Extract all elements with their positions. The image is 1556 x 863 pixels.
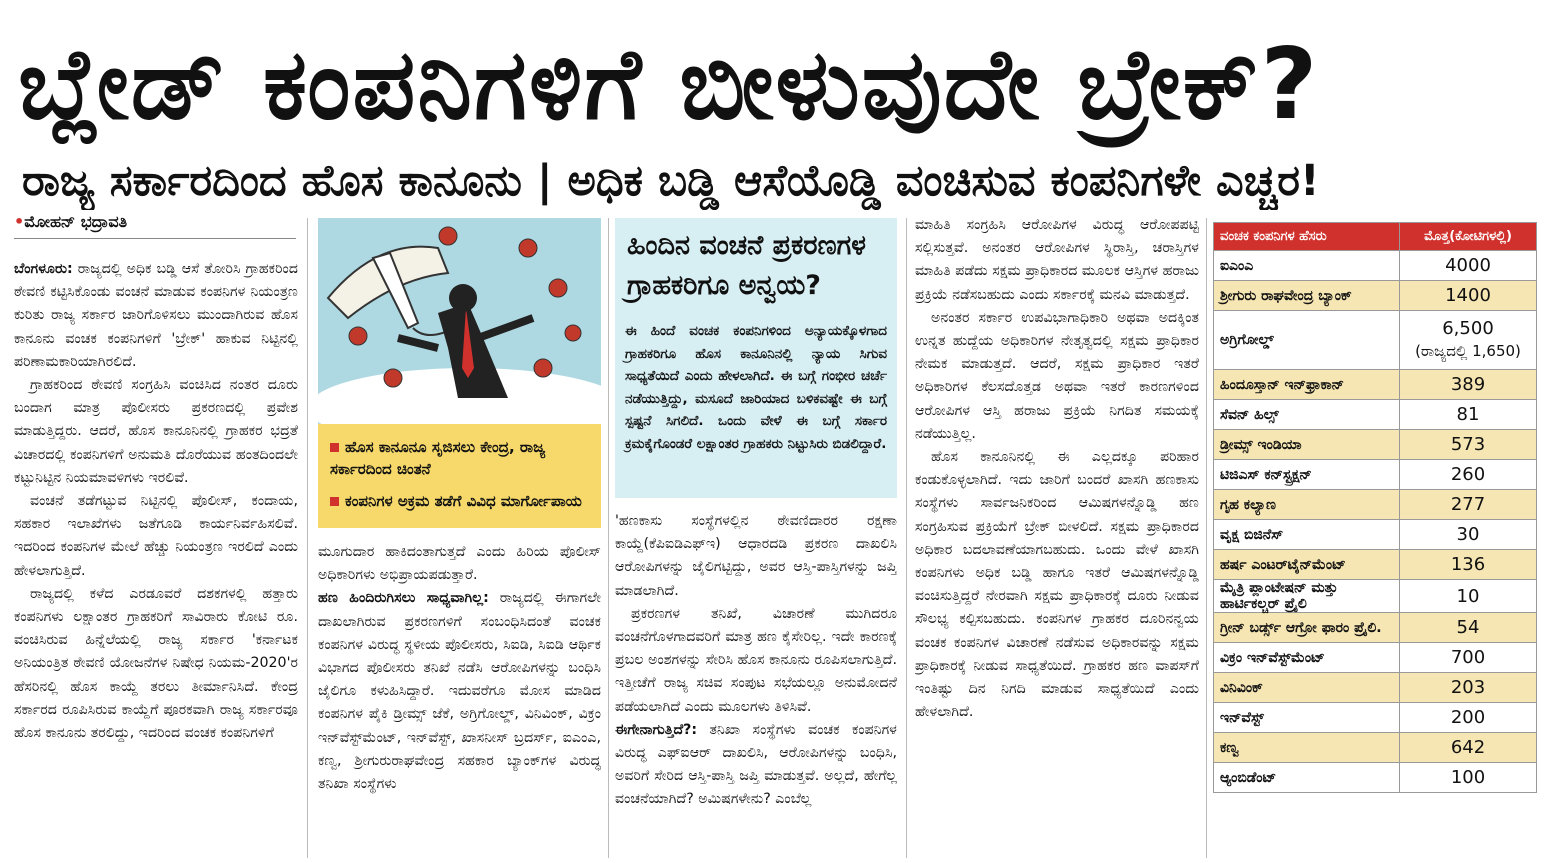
column-divider xyxy=(906,218,907,858)
paragraph xyxy=(318,587,601,796)
table-header-row xyxy=(1214,223,1537,251)
amount-cell: 389 xyxy=(1400,370,1537,400)
highlight-item xyxy=(330,436,592,480)
amount-cell xyxy=(1400,311,1537,370)
column-divider xyxy=(307,218,308,858)
amount-cell: 200 xyxy=(1400,703,1537,733)
highlights-box xyxy=(318,424,601,528)
company-name-cell: ಗೃಹ ಕಲ್ಯಾಣ xyxy=(1214,490,1400,520)
fraud-companies-table xyxy=(1213,222,1537,793)
amount-cell: 642 xyxy=(1400,733,1537,763)
table-row xyxy=(1214,520,1537,550)
table-row xyxy=(1214,370,1537,400)
company-name-cell: ಡ್ರೀಮ್ಸ್ ಇಂಡಿಯಾ xyxy=(1214,430,1400,460)
company-name-cell: ಐಎಂಎ xyxy=(1214,251,1400,281)
company-name-cell: ಇನ್‌ವೆಸ್ಟ್ xyxy=(1214,703,1400,733)
company-name-cell: ಟಿಜಿಎಸ್ ಕನ್‌ಸ್ಟ್ರಕ್ಷನ್ xyxy=(1214,460,1400,490)
square-bullet-icon xyxy=(330,497,339,506)
table-row xyxy=(1214,460,1537,490)
amount-value: 6,500 xyxy=(1442,318,1494,339)
paragraph-text: ರಾಜ್ಯದಲ್ಲಿ ಈಗಾಗಲೇ ದಾಖಲಾಗಿರುವ ಪ್ರಕರಣಗಳಿಗೆ ಸಂಬಂಧಿಸಿದಂತೆ ವಂಚಕ ಕಂಪನಿಗಳ ವಿರುದ್ಧ ಸ್ಥಳೀಯ ಪೊಲೀಸರು, ಸಿಐಡಿ, ಸಿಐಡಿ ಆರ್ಥಿಕ ವಿಭಾಗದ ಪೊಲೀಸರು ತನಿಖೆ ನಡೆಸಿ ಆರೋಪಿಗಳನ್ನು ಬಂಧಿಸಿ ಜೈಲಿಗೂ ಕಳುಹಿಸಿದ್ದಾರೆ. ಇದುವರೆಗೂ ಮೋಸ ಮಾಡಿದ ಕಂಪನಿಗಳ ಪೈಕಿ ಡ್ರೀಮ್ಸ್ ಜೆಕೆ, ಅಗ್ರಿಗೋಲ್ಡ್, ವಿನಿವಿಂಕ್, ವಿಕ್ರಂ ಇನ್‌ವೆಸ್ಟ್‌ಮೆಂಟ್, ಇನ್‌ವೆಸ್ಟ್, ಖಾಸನೀಸ್ ಬ್ರದರ್ಸ್, ಐಎಂಎ, ಕಣ್ವ, ಶ್ರೀಗುರುರಾಘವೇಂದ್ರ ಸಹಕಾರ ಬ್ಯಾಂಕ್‌ಗಳ ವಿರುದ್ಧ ತನಿಖಾ ಸಂಸ್ಥೆಗಳು xyxy=(318,590,601,793)
table-row xyxy=(1214,430,1537,460)
headline: ಬ್ಲೇಡ್ ಕಂಪನಿಗಳಿಗೆ ಬೀಳುವುದೇ ಬ್ರೇಕ್? xyxy=(18,28,1320,142)
table-row xyxy=(1214,550,1537,580)
company-name-cell: ಶ್ರೀಗುರು ರಾಘವೇಂದ್ರ ಬ್ಯಾಂಕ್ xyxy=(1214,281,1400,311)
bullet-icon: • xyxy=(14,212,25,231)
amount-cell: 30 xyxy=(1400,520,1537,550)
amount-note: (ರಾಜ್ಯದಲ್ಲಿ 1,650) xyxy=(1415,342,1521,360)
highlight-text: ಕಂಪನಿಗಳ ಅಕ್ರಮ ತಡೆಗೆ ವಿವಿಧ ಮಾರ್ಗೋಪಾಯ xyxy=(345,492,582,510)
paragraph: ವಂಚನೆ ತಡೆಗಟ್ಟುವ ನಿಟ್ಟಿನಲ್ಲಿ ಪೊಲೀಸ್, ಕಂದಾಯ, ಸಹಕಾರ ಇಲಾಖೆಗಳು ಜತೆಗೂಡಿ ಕಾರ್ಯನಿರ್ವಹಿಸಲಿವೆ. ಇದರಿಂದ ಕಂಪನಿಗಳ ಮೇಲೆ ಹೆಚ್ಚು ನಿಯಂತ್ರಣ ಇರಲಿದೆ ಎಂದು ಹೇಳಲಾಗುತ್ತಿದೆ. xyxy=(14,493,298,579)
amount-cell: 203 xyxy=(1400,673,1537,703)
article-column-2 xyxy=(318,541,601,861)
table-row xyxy=(1214,703,1537,733)
subheading: ಹಣ ಹಿಂದಿರುಗಿಸಲು ಸಾಧ್ಯವಾಗಿಲ್ಲ: xyxy=(318,590,489,607)
table-row xyxy=(1214,673,1537,703)
subheading: ಈಗೇನಾಗುತ್ತಿದೆ?: xyxy=(615,721,698,738)
illustration xyxy=(318,218,601,424)
amount-cell: 136 xyxy=(1400,550,1537,580)
dateline: ಬೆಂಗಳೂರು: xyxy=(14,261,73,277)
byline xyxy=(14,212,127,232)
table-row xyxy=(1214,490,1537,520)
header-company-name: ವಂಚಕ ಕಂಪನಿಗಳ ಹೆಸರು xyxy=(1214,223,1400,251)
subheadline: ರಾಜ್ಯ ಸರ್ಕಾರದಿಂದ ಹೊಸ ಕಾನೂನು | ಅಧಿಕ ಬಡ್ಡಿ ಆಸೆಯೊಡ್ಡಿ ವಂಚಿಸುವ ಕಂಪನಿಗಳೇ ಎಚ್ಚರ! xyxy=(22,156,1320,206)
amount-cell: 54 xyxy=(1400,613,1537,643)
amount-cell: 100 xyxy=(1400,763,1537,793)
sidebar-body: ಈ ಹಿಂದೆ ವಂಚಕ ಕಂಪನಿಗಳಿಂದ ಅನ್ಯಾಯಕ್ಕೊಳಗಾದ ಗ್ರಾಹಕರಿಗೂ ಹೊಸ ಕಾನೂನಿನಲ್ಲಿ ನ್ಯಾಯ ಸಿಗುವ ಸಾಧ್ಯತೆಯಿದೆ ಎಂದು ಹೇಳಲಾಗಿದೆ. ಈ ಬಗ್ಗೆ ಗಂಭೀರ ಚರ್ಚೆ ನಡೆಯುತ್ತಿದ್ದು, ಮಸೂದೆ ಜಾರಿಯಾದ ಬಳಿಕವಷ್ಟೇ ಈ ಬಗ್ಗೆ ಸ್ಪಷ್ಟನೆ ಸಿಗಲಿದೆ. ಒಂದು ವೇಳೆ ಈ ಬಗ್ಗೆ ಸರ್ಕಾರ ಕ್ರಮಕೈಗೊಂಡರೆ ಲಕ್ಷಾಂತರ ಗ್ರಾಹಕರು ನಿಟ್ಟುಸಿರು ಬಿಡಲಿದ್ದಾರೆ. xyxy=(625,323,887,452)
blade-juggler-illustration-icon xyxy=(318,218,601,424)
sidebar-box xyxy=(615,218,897,498)
company-name-cell: ಹರ್ಷ ಎಂಟರ್‌ಟೈನ್‌ಮೆಂಟ್ xyxy=(1214,550,1400,580)
paragraph: ಹೊಸ ಕಾನೂನಿನಲ್ಲಿ ಈ ಎಲ್ಲದಕ್ಕೂ ಪರಿಹಾರ ಕಂಡುಕೊಳ್ಳಲಾಗಿದೆ. ಇದು ಜಾರಿಗೆ ಬಂದರೆ ಖಾಸಗಿ ಹಣಕಾಸು ಸಂಸ್ಥೆಗಳು ಸಾರ್ವಜನಿಕರಿಂದ ಆಮಿಷಗಳನ್ನೊಡ್ಡಿ ಹಣ ಸಂಗ್ರಹಿಸುವ ಪ್ರಕ್ರಿಯೆಗೆ ಬ್ರೇಕ್ ಬೀಳಲಿದೆ. ಸಕ್ಷಮ ಪ್ರಾಧಿಕಾರದ ಅಧಿಕಾರ ಬದಲಾವಣೆಯಾಗಬಹುದು. ಒಂದು ವೇಳೆ ಖಾಸಗಿ ಕಂಪನಿಗಳು ಅಧಿಕ ಬಡ್ಡಿ ಹಾಗೂ ಇತರೆ ಆಮಿಷಗಳನ್ನೊಡ್ಡಿ ವಂಚಿಸುತ್ತಿದ್ದರೆ ನೇರವಾಗಿ ಸಕ್ಷಮ ಪ್ರಾಧಿಕಾರಕ್ಕೆ ದೂರು ನೀಡುವ ಸೌಲಭ್ಯ ಕಲ್ಪಿಸಬಹುದು. ಕಂಪನಿಗಳ ಗ್ರಾಹಕರ ದೂರಿನನ್ವಯ ವಂಚಕ ಕಂಪನಿಗಳ ವಿಚಾರಣೆ ನಡೆಸುವ ಅಧಿಕಾರವನ್ನು ಸಕ್ಷಮ ಪ್ರಾಧಿಕಾರಕ್ಕೆ ನೀಡುವ ಸಾಧ್ಯತೆಯಿದೆ. ಗ್ರಾಹಕರ ಹಣ ವಾಪಸ್‌ಗೆ ಇಂತಿಷ್ಟು ದಿನ ನಿಗದಿ ಮಾಡುವ ಸಾಧ್ಯತೆಯಿದೆ ಎಂದು ಹೇಳಲಾಗಿದೆ. xyxy=(915,449,1199,721)
table-row xyxy=(1214,643,1537,673)
table-row xyxy=(1214,281,1537,311)
sidebar-title: ಹಿಂದಿನ ವಂಚನೆ ಪ್ರಕರಣಗಳ ಗ್ರಾಹಕರಿಗೂ ಅನ್ವಯ? xyxy=(627,230,866,301)
table-row xyxy=(1214,763,1537,793)
amount-cell: 700 xyxy=(1400,643,1537,673)
highlight-text: ಹೊಸ ಕಾನೂನೂ ಸೃಜಿಸಲು ಕೇಂದ್ರ, ರಾಜ್ಯ ಸರ್ಕಾರದಿಂದ ಚಿಂತನೆ xyxy=(330,438,546,478)
company-name-cell: ಅಗ್ರಿಗೋಲ್ಡ್ xyxy=(1214,311,1400,370)
company-name-cell: ಸೆವನ್ ಹಿಲ್ಸ್ xyxy=(1214,400,1400,430)
amount-cell: 1400 xyxy=(1400,281,1537,311)
amount-cell: 81 xyxy=(1400,400,1537,430)
column-divider xyxy=(608,218,609,858)
company-name-cell: ಗ್ರೀನ್ ಬರ್ಡ್ಸ್ ಆಗ್ರೋ ಫಾರಂ ಪ್ರೈಲಿ. xyxy=(1214,613,1400,643)
article-column-1 xyxy=(14,258,298,858)
paragraph: ಮಾಹಿತಿ ಸಂಗ್ರಹಿಸಿ ಆರೋಪಿಗಳ ವಿರುದ್ಧ ಆರೋಪಪಟ್ಟಿ ಸಲ್ಲಿಸುತ್ತವೆ. ಅನಂತರ ಆರೋಪಿಗಳ ಸ್ಥಿರಾಸ್ತಿ, ಚರಾಸ್ತಿಗಳ ಮಾಹಿತಿ ಪಡೆದು ಸಕ್ಷಮ ಪ್ರಾಧಿಕಾರದ ಮೂಲಕ ಆಸ್ತಿಗಳ ಹರಾಜು ಪ್ರಕ್ರಿಯೆ ನಡೆಸಬಹುದು ಎಂದು ಸರ್ಕಾರಕ್ಕೆ ಮನವಿ ಮಾಡುತ್ತದೆ. xyxy=(915,217,1199,303)
paragraph xyxy=(14,258,298,374)
company-name-cell: ಕಣ್ವ xyxy=(1214,733,1400,763)
paragraph: ಪ್ರಕರಣಗಳ ತನಿಖೆ, ವಿಚಾರಣೆ ಮುಗಿದರೂ ವಂಚನೆಗೊಳಗಾದವರಿಗೆ ಮಾತ್ರ ಹಣ ಕೈಸೇರಿಲ್ಲ. ಇದೇ ಕಾರಣಕ್ಕೆ ಪ್ರಬಲ ಅಂಶಗಳನ್ನು ಸೇರಿಸಿ ಹೊಸ ಕಾನೂನು ರೂಪಿಸಲಾಗುತ್ತಿದೆ. ಇತ್ತೀಚೆಗೆ ರಾಜ್ಯ ಸಚಿವ ಸಂಪುಟ ಸಭೆಯಲ್ಲೂ ಅನುಮೋದನೆ ಪಡೆಯಲಾಗಿದೆ ಎಂದು ಮೂಲಗಳು ತಿಳಿಸಿವೆ. xyxy=(615,605,897,715)
highlight-item xyxy=(330,490,592,512)
amount-cell: 10 xyxy=(1400,580,1537,613)
table-row xyxy=(1214,251,1537,281)
company-name-cell: ಹಿಂದೂಸ್ತಾನ್ ಇನ್‌ಫ್ರಾಕಾನ್ xyxy=(1214,370,1400,400)
table-row xyxy=(1214,400,1537,430)
paragraph: ರಾಜ್ಯದಲ್ಲಿ ಕಳೆದ ಎರಡೂವರೆ ದಶಕಗಳಲ್ಲಿ ಹತ್ತಾರು ಕಂಪನಿಗಳು ಲಕ್ಷಾಂತರ ಗ್ರಾಹಕರಿಗೆ ಸಾವಿರಾರು ಕೋಟಿ ರೂ. ವಂಚಿಸಿರುವ ಹಿನ್ನೆಲೆಯಲ್ಲಿ ರಾಜ್ಯ ಸರ್ಕಾರ 'ಕರ್ನಾಟಕ ಅನಿಯಂತ್ರಿತ ಠೇವಣಿ ಯೋಜನೆಗಳ ನಿಷೇಧ ನಿಯಮ-2020'ರ ಹೆಸರಿನಲ್ಲಿ ಹೊಸ ಕಾಯ್ದೆ ತರಲು ತೀರ್ಮಾನಿಸಿದೆ. ಕೇಂದ್ರ ಸರ್ಕಾರದ ರೂಪಿಸಿರುವ ಕಾಯ್ದೆಗೆ ಪೂರಕವಾಗಿ ರಾಜ್ಯ ಸರ್ಕಾರವೂ ಹೊಸ ಕಾನೂನು ತರಲಿದ್ದು, ಇದರಿಂದ ವಂಚಕ ಕಂಪನಿಗಳಿಗೆ xyxy=(14,585,298,742)
company-name-cell: ವಿಕ್ರಂ ಇನ್‌ವೆಸ್ಟ್‌ಮೆಂಟ್ xyxy=(1214,643,1400,673)
column-divider xyxy=(1206,218,1207,858)
paragraph: ಮೂಗುದಾರ ಹಾಕಿದಂತಾಗುತ್ತದೆ ಎಂದು ಹಿರಿಯ ಪೊಲೀಸ್ ಅಧಿಕಾರಿಗಳು ಅಭಿಪ್ರಾಯಪಡುತ್ತಾರೆ. xyxy=(318,544,601,584)
paragraph xyxy=(615,719,897,812)
author-name: ಮೋಹನ್ ಭದ್ರಾವತಿ xyxy=(24,212,128,231)
square-bullet-icon xyxy=(330,443,339,452)
table-row xyxy=(1214,580,1537,613)
company-name-cell: ವೃಕ್ಷ ಬಿಜಿನೆಸ್ xyxy=(1214,520,1400,550)
table-row xyxy=(1214,311,1537,370)
byline-divider xyxy=(14,238,296,239)
amount-cell: 277 xyxy=(1400,490,1537,520)
paragraph: ಅನಂತರ ಸರ್ಕಾರ ಉಪವಿಭಾಗಾಧಿಕಾರಿ ಅಥವಾ ಅದಕ್ಕಿಂತ ಉನ್ನತ ಹುದ್ದೆಯ ಅಧಿಕಾರಿಗಳ ನೇತೃತ್ವದಲ್ಲಿ ಸಕ್ಷಮ ಪ್ರಾಧಿಕಾರ ನೇಮಕ ಮಾಡುತ್ತದೆ. ಆದರೆ, ಸಕ್ಷಮ ಪ್ರಾಧಿಕಾರ ಇತರೆ ಅಧಿಕಾರಿಗಳ ಕೆಲಸದೊತ್ತಡ ಅಥವಾ ಇತರೆ ಕಾರಣಗಳಿಂದ ಆರೋಪಿಗಳ ಆಸ್ತಿ ಹರಾಜು ಪ್ರಕ್ರಿಯೆ ನಿಗದಿತ ಸಮಯಕ್ಕೆ ನಡೆಯುತ್ತಿಲ್ಲ. xyxy=(915,309,1199,442)
paragraph: 'ಹಣಕಾಸು ಸಂಸ್ಥೆಗಳಲ್ಲಿನ ಠೇವಣಿದಾರರ ರಕ್ಷಣಾ ಕಾಯ್ದೆ(ಕೆಪಿಐಡಿಎಫ್‌ಇ) ಆಧಾರದಡಿ ಪ್ರಕರಣ ದಾಖಲಿಸಿ ಆರೋಪಿಗಳನ್ನು ಜೈಲಿಗಟ್ಟಿದ್ದು, ಅವರ ಆಸ್ತಿ-ಪಾಸ್ತಿಗಳನ್ನು ಜಪ್ತಿ ಮಾಡಲಾಗಿದೆ. xyxy=(615,513,897,599)
paragraph-text: ರಾಜ್ಯದಲ್ಲಿ ಅಧಿಕ ಬಡ್ಡಿ ಆಸೆ ತೋರಿಸಿ ಗ್ರಾಹಕರಿಂದ ಠೇವಣಿ ಕಟ್ಟಿಸಿಕೊಂಡು ವಂಚನೆ ಮಾಡುವ ಕಂಪನಿಗಳ ನಿಯಂತ್ರಣ ಕುರಿತು ರಾಜ್ಯ ಸರ್ಕಾರ ಜಾರಿಗೊಳಿಸಲು ಮುಂದಾಗಿರುವ ಹೊಸ ಕಾನೂನು ವಂಚಕ ಕಂಪನಿಗಳಿಗೆ 'ಬ್ರೇಕ್' ಹಾಕುವ ನಿಟ್ಟಿನಲ್ಲಿ ಪರಿಣಾಮಕಾರಿಯಾಗಿರಲಿದೆ. xyxy=(14,261,298,370)
table-row xyxy=(1214,733,1537,763)
header-amount: ಮೊತ್ತ(ಕೋಟಿಗಳಲ್ಲಿ) xyxy=(1400,223,1537,251)
company-name-cell: ಮೈತ್ರಿ ಪ್ಲಾಂಟೇಷನ್ ಮತ್ತು ಹಾರ್ಟಿಕಲ್ಚರ್ ಪ್ರೈಲಿ xyxy=(1214,580,1400,613)
paragraph: ಗ್ರಾಹಕರಿಂದ ಠೇವಣಿ ಸಂಗ್ರಹಿಸಿ ವಂಚಿಸಿದ ನಂತರ ದೂರು ಬಂದಾಗ ಮಾತ್ರ ಪೊಲೀಸರು ಪ್ರಕರಣದಲ್ಲಿ ಪ್ರವೇಶ ಮಾಡುತ್ತಿದ್ದರು. ಆದರೆ, ಹೊಸ ಕಾನೂನಿನಲ್ಲಿ ಗ್ರಾಹಕರ ಭದ್ರತೆ ವಿಚಾರದಲ್ಲಿ ಕಂಪನಿಗಳಿಗೆ ಅನುಮತಿ ದೊರೆಯುವ ಹಂತದಿಂದಲೇ ಕಟ್ಟುನಿಟ್ಟಿನ ನಿಯಮಾವಳಿಗಳು ಇರಲಿವೆ. xyxy=(14,377,298,486)
article-column-3 xyxy=(615,510,897,860)
article-column-4 xyxy=(915,214,1199,860)
table-row xyxy=(1214,613,1537,643)
company-name-cell: ವಿನಿವಿಂಕ್ xyxy=(1214,673,1400,703)
amount-cell: 4000 xyxy=(1400,251,1537,281)
company-name-cell: ಆ್ಯಂಬಿಡೆಂಟ್ xyxy=(1214,763,1400,793)
amount-cell: 260 xyxy=(1400,460,1537,490)
amount-cell: 573 xyxy=(1400,430,1537,460)
paragraph-text: ತನಿಖಾ ಸಂಸ್ಥೆಗಳು ವಂಚಕ ಕಂಪನಿಗಳ ವಿರುದ್ಧ ಎಫ್‌ಐಆರ್ ದಾಖಲಿಸಿ, ಆರೋಪಿಗಳನ್ನು ಬಂಧಿಸಿ, ಅವರಿಗೆ ಸೇರಿದ ಆಸ್ತಿ-ಪಾಸ್ತಿ ಜಪ್ತಿ ಮಾಡುತ್ತವೆ. ಅಲ್ಲದೆ, ಹೇಗೆಲ್ಲ ವಂಚನೆಯಾಗಿದೆ? ಅಮಿಷಗಳೇನು? ಎಂಬೆಲ್ಲ xyxy=(615,721,897,808)
